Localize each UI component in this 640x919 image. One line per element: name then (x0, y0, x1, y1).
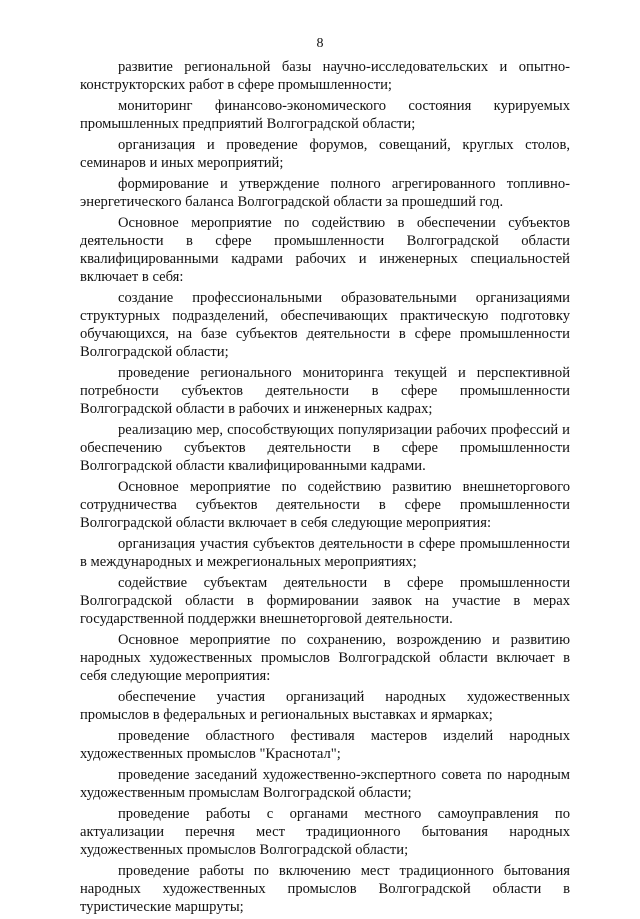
paragraph: содействие субъектам деятельности в сфере промышленности Волгоградской области в формировании заявок на участие в мерах государственной поддержки внешнеторговой деятельности. (80, 575, 570, 627)
page-number: 8 (316, 36, 324, 51)
paragraph: проведение работы с органами местного самоуправления по актуализации перечня мест традиционного бытования народных художественных промыслов Волгоградской области; (80, 806, 570, 858)
paragraph: проведение работы по включению мест традиционного бытования народных художественных промыслов Волгоградской области в туристические маршруты; (80, 863, 570, 915)
paragraph: создание профессиональными образовательными организациями структурных подразделений, обеспечивающих практическую подготовку обучающихся, на базе субъектов деятельности в сфере промышленности Волгоградской области; (80, 290, 570, 360)
paragraph: проведение заседаний художественно-экспертного совета по народным художественным промыслам Волгоградской области; (80, 767, 570, 801)
paragraph: формирование и утверждение полного агрегированного топливно-энергетического баланса Волгоградской области за прошедший год. (80, 176, 570, 210)
paragraph: обеспечение участия организаций народных художественных промыслов в федеральных и региональных выставках и ярмарках; (80, 689, 570, 723)
paragraph: организация и проведение форумов, совещаний, круглых столов, семинаров и иных мероприятий; (80, 137, 570, 171)
paragraph: Основное мероприятие по содействию в обеспечении субъектов деятельности в сфере промышленности Волгоградской области квалифицированными кадрами рабочих и инженерных специальностей включает в себя: (80, 215, 570, 285)
paragraph: реализацию мер, способствующих популяризации рабочих профессий и обеспечению субъектов деятельности в сфере промышленности Волгоградской области квалифицированными кадрами. (80, 422, 570, 474)
paragraph: развитие региональной базы научно-исследовательских и опытно-конструкторских работ в сфере промышленности; (80, 59, 570, 93)
paragraph: организация участия субъектов деятельности в сфере промышленности в международных и межрегиональных мероприятиях; (80, 536, 570, 570)
paragraph: проведение областного фестиваля мастеров изделий народных художественных промыслов "Краснотал"; (80, 728, 570, 762)
paragraph: Основное мероприятие по содействию развитию внешнеторгового сотрудничества субъектов деятельности в сфере промышленности Волгоградской области включает в себя следующие мероприятия: (80, 479, 570, 531)
document-body (80, 58, 570, 919)
paragraph: Основное мероприятие по сохранению, возрождению и развитию народных художественных промыслов Волгоградской области включает в себя следующие мероприятия: (80, 632, 570, 684)
paragraph: мониторинг финансово-экономического состояния курируемых промышленных предприятий Волгоградской области; (80, 98, 570, 132)
paragraph: проведение регионального мониторинга текущей и перспективной потребности субъектов деятельности в сфере промышленности Волгоградской области в рабочих и инженерных кадрах; (80, 365, 570, 417)
